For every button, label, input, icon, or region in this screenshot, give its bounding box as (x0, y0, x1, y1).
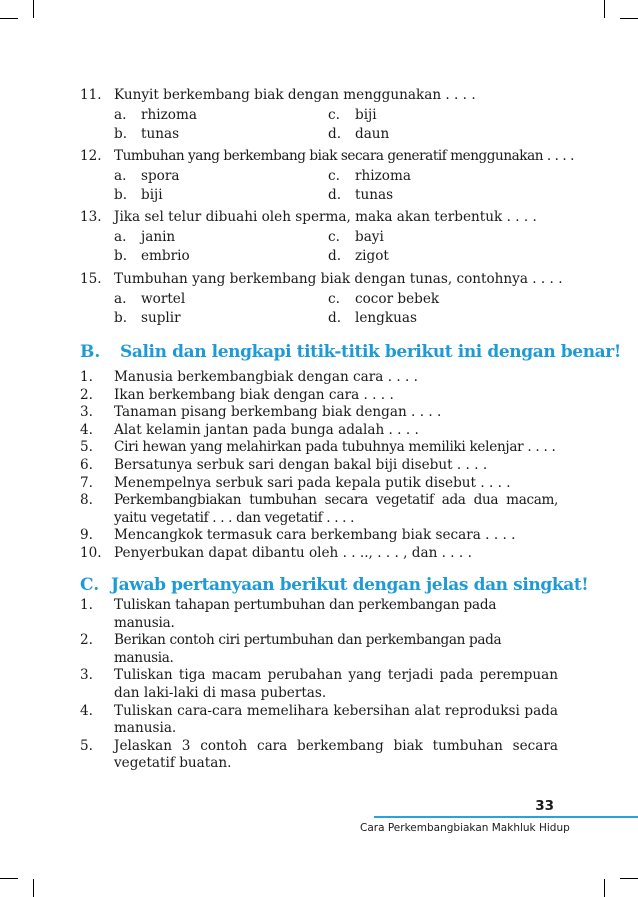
item-number: 2. (80, 386, 93, 403)
option-letter: c. (328, 290, 340, 307)
option-letter: d. (328, 187, 342, 204)
list-item (0, 457, 638, 475)
crop-mark (604, 879, 605, 897)
section-c-list (0, 597, 638, 773)
item-text: Ciri hewan yang melahirkan pada tubuhnya memiliki kelenjar . . . . (114, 439, 556, 456)
list-item (0, 738, 638, 773)
section-b-list (0, 369, 638, 563)
option-text: suplir (141, 310, 181, 327)
item-number: 9. (80, 527, 93, 544)
item-text: Alat kelamin jantan pada bunga adalah . . . . (114, 421, 419, 438)
crop-mark (620, 878, 638, 879)
question-number: 12. (80, 148, 102, 164)
item-text: Manusia berkembangbiak dengan cara . . . . (114, 369, 418, 385)
option-text: spora (141, 167, 180, 184)
item-text: Tanaman pisang berkembang biak dengan . . . . (114, 404, 442, 421)
item-text: Tuliskan cara-cara memelihara kebersihan alat reproduksi pada manusia. (114, 702, 558, 737)
option-text: janin (141, 228, 176, 245)
item-text: Perkembangbiakan tumbuhan secara vegetatif ada dua macam, yaitu vegetatif . . . dan vegetatif . . . . (114, 492, 558, 526)
option-letter: b. (114, 248, 128, 265)
list-item (0, 475, 638, 493)
section-letter: C. (80, 575, 100, 595)
option-letter: a. (114, 167, 127, 184)
item-number: 4. (80, 421, 93, 438)
section-title: Jawab pertanyaan berikut dengan jelas dan singkat! (111, 575, 589, 595)
item-text: Tuliskan tahapan pertumbuhan dan perkembangan pada manusia. (114, 597, 497, 631)
option-text: biji (141, 187, 163, 204)
question-text: Kunyit berkembang biak dengan menggunakan . . . . (114, 87, 476, 103)
item-number: 6. (80, 456, 93, 473)
option-text: zigot (355, 248, 389, 265)
option-letter: b. (114, 310, 128, 327)
item-number: 8. (80, 492, 93, 509)
page-number: 33 (535, 798, 554, 814)
item-number: 7. (80, 474, 93, 491)
running-footer-title: Cara Perkembangbiakan Makhluk Hidup (360, 822, 570, 834)
mc-question-12 (0, 147, 638, 206)
question-number: 15. (80, 271, 102, 287)
list-item (0, 527, 638, 545)
item-text: Berikan contoh ciri pertumbuhan dan perkembangan pada manusia. (114, 632, 502, 666)
item-number: 1. (80, 369, 93, 385)
footer-divider (374, 816, 638, 818)
list-item (0, 404, 638, 422)
mc-question-11 (0, 86, 638, 145)
option-text: embrio (141, 248, 190, 265)
item-text: Jelaskan 3 contoh cara berkembang biak tumbuhan secara vegetatif buatan. (114, 737, 558, 772)
option-text: tunas (141, 126, 180, 143)
mc-question-13 (0, 208, 638, 267)
list-item (0, 703, 638, 738)
option-text: biji (355, 106, 377, 123)
list-item (0, 369, 638, 387)
section-letter: B. (80, 342, 101, 362)
item-text: Penyerbukan dapat dibantu oleh . . .., . . . , dan . . . . (114, 544, 472, 561)
option-letter: a. (114, 290, 127, 307)
option-letter: a. (114, 106, 127, 123)
item-text: Ikan berkembang biak dengan cara . . . . (114, 386, 394, 403)
list-item (0, 545, 638, 563)
option-letter: a. (114, 228, 127, 245)
item-number: 2. (80, 632, 93, 649)
option-letter: b. (114, 187, 128, 204)
item-number: 1. (80, 597, 93, 613)
option-text: rhizoma (141, 106, 197, 123)
item-number: 4. (80, 702, 93, 719)
item-text: Bersatunya serbuk sari dengan bakal biji disebut . . . . (114, 456, 488, 473)
crop-mark (0, 878, 18, 879)
option-text: rhizoma (355, 167, 411, 184)
crop-mark (0, 18, 18, 19)
section-title: Salin dan lengkapi titik-titik berikut ini dengan benar! (120, 342, 621, 362)
option-letter: c. (328, 228, 340, 245)
question-number: 11. (80, 87, 102, 103)
option-letter: c. (328, 167, 340, 184)
option-letter: d. (328, 126, 342, 143)
option-text: tunas (355, 187, 394, 204)
item-text: Mencangkok termasuk cara berkembang biak secara . . . . (114, 527, 516, 544)
option-text: cocor bebek (355, 290, 440, 307)
crop-mark (604, 0, 605, 18)
option-letter: d. (328, 310, 342, 327)
item-text: Menempelnya serbuk sari pada kepala putik disebut . . . . (114, 474, 511, 491)
question-text: Tumbuhan yang berkembang biak secara generatif menggunakan . . . . (114, 148, 575, 164)
option-text: daun (355, 126, 390, 143)
crop-mark (33, 879, 34, 897)
question-text: Tumbuhan yang berkembang biak dengan tunas, contohnya . . . . (114, 271, 563, 287)
crop-mark (33, 0, 34, 18)
list-item (0, 632, 638, 667)
item-number: 5. (80, 737, 93, 754)
item-number: 10. (80, 544, 102, 561)
option-text: lengkuas (355, 310, 417, 327)
option-text: bayi (355, 228, 384, 245)
option-text: wortel (141, 290, 186, 307)
question-text: Jika sel telur dibuahi oleh sperma, maka akan terbentuk . . . . (114, 209, 537, 225)
option-letter: c. (328, 106, 340, 123)
list-item (0, 387, 638, 405)
option-letter: b. (114, 126, 128, 143)
item-text: Tuliskan tiga macam perubahan yang terjadi pada perempuan dan laki-laki di masa pubertas. (114, 667, 558, 701)
question-number: 13. (80, 209, 102, 225)
item-number: 3. (80, 404, 93, 421)
item-number: 5. (80, 439, 93, 456)
list-item (0, 597, 638, 632)
list-item (0, 492, 638, 527)
item-number: 3. (80, 667, 93, 684)
crop-mark (620, 18, 638, 19)
option-letter: d. (328, 248, 342, 265)
list-item (0, 439, 638, 457)
list-item (0, 667, 638, 702)
mc-question-15 (0, 270, 638, 329)
list-item (0, 422, 638, 440)
